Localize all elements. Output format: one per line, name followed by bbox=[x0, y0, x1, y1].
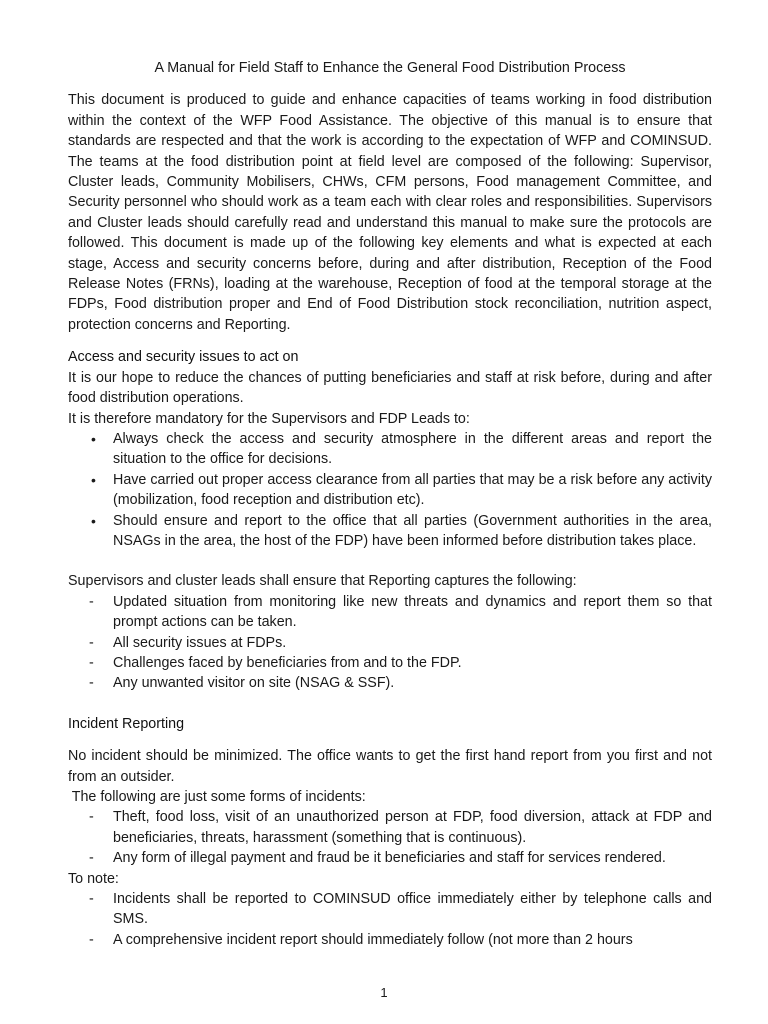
list-item: - Any unwanted visitor on site (NSAG & SSF). bbox=[113, 673, 712, 693]
incident-forms-list bbox=[68, 807, 712, 868]
document-title: A Manual for Field Staff to Enhance the General Food Distribution Process bbox=[154, 60, 626, 76]
list-item: - Theft, food loss, visit of an unauthorized person at FDP, food diversion, attack at FDP and beneficiaries, threats, harassment (something that is continuous). bbox=[113, 807, 712, 848]
access-paragraph-2: It is therefore mandatory for the Supervisors and FDP Leads to: bbox=[68, 410, 470, 427]
list-item: • Should ensure and report to the office that all parties (Government authorities in the area, NSAGs in the area, the host of the FDP) have been informed before distribution takes place. bbox=[113, 511, 712, 552]
list-item: - Updated situation from monitoring like new threats and dynamics and report them so that prompt actions can be taken. bbox=[113, 592, 712, 633]
incident-paragraph-1: No incident should be minimized. The office wants to get the first hand report from you first and not from an outsider. bbox=[68, 748, 712, 785]
spacer bbox=[68, 551, 712, 571]
list-item: - Challenges faced by beneficiaries from and to the FDP. bbox=[113, 653, 712, 673]
list-item: - Any form of illegal payment and fraud be it beneficiaries and staff for services rendered. bbox=[113, 848, 712, 868]
incident-paragraph-2: The following are just some forms of incidents: bbox=[68, 789, 366, 805]
note-label: To note: bbox=[68, 870, 119, 887]
access-bullet-list bbox=[68, 429, 712, 551]
notes-list bbox=[68, 889, 712, 950]
spacer bbox=[68, 734, 712, 746]
list-item: • Have carried out proper access clearance from all parties that may be a risk before any activity (mobilization, food reception and distribution etc). bbox=[113, 470, 712, 511]
spacer bbox=[68, 694, 712, 714]
access-security-heading: Access and security issues to act on bbox=[68, 349, 299, 366]
reporting-intro: Supervisors and cluster leads shall ensure that Reporting captures the following: bbox=[68, 573, 577, 590]
list-item: - Incidents shall be reported to COMINSUD office immediately either by telephone calls and SMS. bbox=[113, 889, 712, 930]
access-paragraph-1: It is our hope to reduce the chances of putting beneficiaries and staff at risk before, during and after food distribution operations. bbox=[68, 369, 712, 407]
reporting-dash-list bbox=[68, 592, 712, 694]
incident-reporting-heading: Incident Reporting bbox=[68, 715, 185, 732]
page-number: 1 bbox=[380, 985, 388, 1000]
intro-paragraph: This document is produced to guide and enhance capacities of teams working in food distribution within the context of the WFP Food Assistance. The objective of this manual is to ensure that standards are respected and that the work is according to the expectation of WFP and COMINSUD. The teams at the food distribution point at field level are composed of the following: Supervisor, Cluster leads, Community Mobilisers, CHWs, CFM persons, Food management Committee, and Security personnel who should work as a team each with clear roles and responsibilities. Supervisors and Cluster leads should carefully read and understand this manual to make sure the protocols are followed. This document is made up of the following key elements and what is expected at each stage, Access and security concerns before, during and after distribution, Reception of the Food Release Notes (FRNs), loading at the warehouse, Reception of food at the temporal storage at the FDPs, Food distribution proper and End of Food Distribution stock reconciliation, nutrition aspect, protection concerns and Reporting. bbox=[68, 92, 712, 333]
list-item: - All security issues at FDPs. bbox=[113, 633, 712, 653]
list-item: - A comprehensive incident report should immediately follow (not more than 2 hours bbox=[113, 930, 712, 950]
list-item: • Always check the access and security atmosphere in the different areas and report the situation to the office for decisions. bbox=[113, 429, 712, 470]
